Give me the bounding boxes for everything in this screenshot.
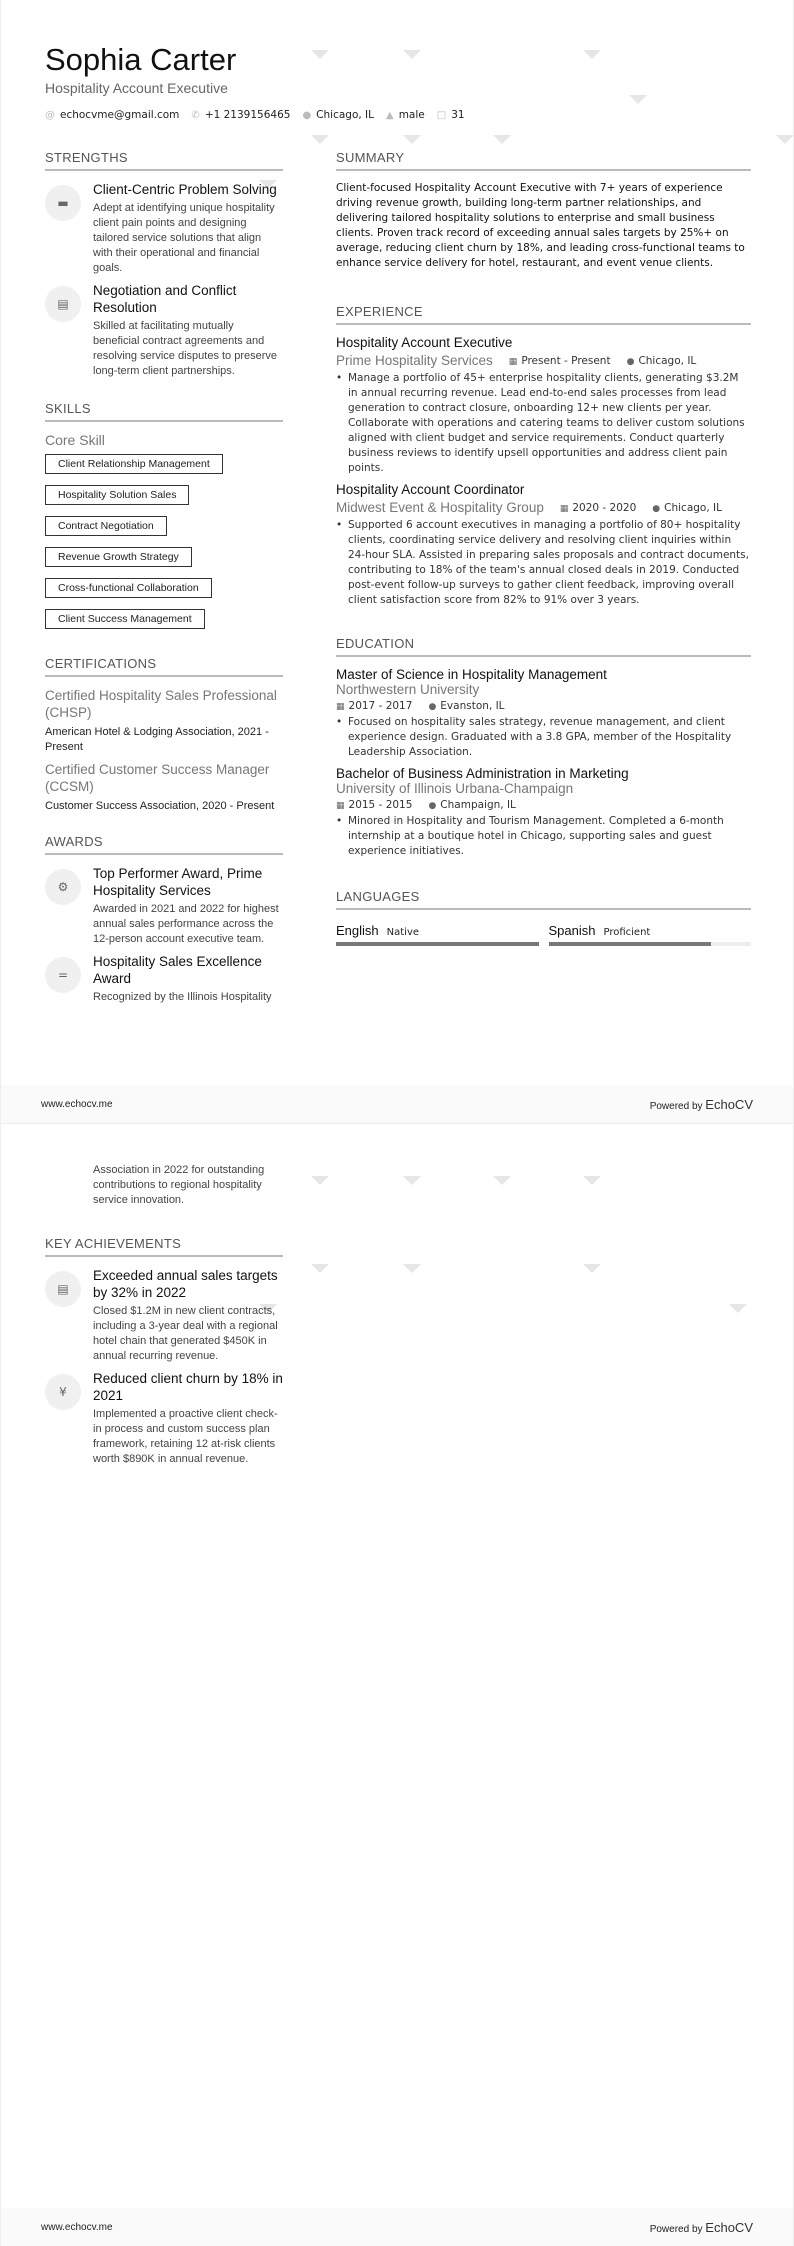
skill-tag: Hospitality Solution Sales	[45, 485, 189, 505]
skill-tag: Cross-functional Collaboration	[45, 578, 212, 598]
location-icon: ●	[428, 702, 437, 712]
certification-info: American Hotel & Lodging Association, 2021 - Present	[45, 726, 269, 753]
skill-tag: Client Relationship Management	[45, 454, 223, 474]
certification-name: Certified Hospitality Sales Professional (CHSP)	[45, 688, 277, 720]
section-heading: CERTIFICATIONS	[45, 656, 283, 677]
calendar-icon: ▦	[336, 801, 345, 811]
section-heading: SUMMARY	[336, 150, 751, 171]
at-icon: @	[45, 110, 55, 121]
strength-item: ▤ Negotiation and Conflict Resolution Skilled at facilitating mutually beneficial contract agreements and resolving service disputes to preserve long-term client partnerships.	[45, 282, 283, 379]
site-link[interactable]: www.echocv.me	[41, 1098, 113, 1110]
languages-section	[336, 889, 751, 946]
achievement-item: ¥ Reduced client churn by 18% in 2021 Implemented a proactive client check-in process and custom success plan framework, retaining 12 at-risk clients worth $890K in annual revenue.	[45, 1370, 283, 1467]
education-section	[336, 636, 751, 859]
location-icon: ●	[652, 503, 661, 514]
certifications-section	[45, 656, 283, 814]
achievement-item: ▤ Exceeded annual sales targets by 32% in 2022 Closed $1.2M in new client contracts, including a 3-year deal with a regional hotel chain that generated $450K in annual recurring revenue.	[45, 1267, 283, 1364]
candidate-name: Sophia Carter	[45, 42, 237, 77]
skill-tag: Client Success Management	[45, 609, 205, 629]
language-level-bar	[549, 942, 752, 946]
summary-section	[336, 150, 751, 271]
right-column	[336, 150, 751, 946]
section-heading: KEY ACHIEVEMENTS	[45, 1236, 283, 1257]
summary-text: Client-focused Hospitality Account Executive with 7+ years of experience driving revenue growth, building long-term partner relationships, and delivering tailored hospitality solutions to enterprise and small business clients. Proven track record of exceeding annual sales targets by 25%+ on average, reducing client churn by 18%, and leading cross-functional teams to enhance service delivery for hotel, restaurant, and event venue clients.	[336, 182, 745, 269]
language-item: Spanish Proficient	[549, 920, 752, 946]
section-heading: SKILLS	[45, 401, 283, 422]
comment-icon: ▬	[45, 185, 81, 221]
contact-gender: ▲ male	[386, 109, 425, 121]
contact-location: ● Chicago, IL	[302, 109, 374, 121]
language-item: English Native	[336, 920, 539, 946]
achievements-section	[45, 1236, 283, 1467]
calendar-icon: ▦	[508, 356, 518, 367]
section-heading: STRENGTHS	[45, 150, 283, 171]
location-icon: ●	[428, 801, 437, 811]
location-icon: ●	[302, 110, 312, 121]
medal-icon: ⚙	[45, 869, 81, 905]
experience-section	[336, 304, 751, 608]
site-link[interactable]: www.echocv.me	[41, 2221, 113, 2233]
candidate-title: Hospitality Account Executive	[45, 80, 228, 96]
brand-logo: EchoCV	[705, 2219, 753, 2235]
experience-item: Hospitality Account Executive Prime Hospitality Services ▦ Present - Present ● Chicago, IL • Manage a portfolio of 45+ enterprise hospitality clients, generating $3.2M in annual recurring revenue. Lead end-to-end sales processes from lead generation to contract closure, onboarding 12+ new clients per year. Collaborate with operations and catering teams to deliver custom solutions aligned with client budget and service requirements. Conduct quarterly business reviews to identify upsell opportunities and address client pain points.	[336, 335, 751, 476]
brand-logo: EchoCV	[705, 1096, 753, 1112]
document-icon: ▤	[45, 286, 81, 322]
powered-by: Powered by EchoCV	[649, 2219, 753, 2235]
section-heading: LANGUAGES	[336, 889, 751, 910]
awards-section	[45, 834, 283, 1005]
skill-group: Core Skill	[45, 432, 105, 448]
section-heading: EXPERIENCE	[336, 304, 751, 325]
contact-age: □ 31	[436, 109, 465, 121]
document-dollar-icon: ▤	[45, 1271, 81, 1307]
award-item: ⚙ Top Performer Award, Prime Hospitality Services Awarded in 2021 and 2022 for highest annual sales performance across the 12-person account executive team.	[45, 865, 283, 947]
education-item: Bachelor of Business Administration in Marketing University of Illinois Urbana-Champaign ▦ 2015 - 2015 ● Champaign, IL • Minored in Hospitality and Tourism Management. Completed a 6-month internship at a boutique hotel in Chicago, supporting sales and guest experience initiatives.	[336, 766, 751, 859]
contact-phone[interactable]: ✆ +1 2139156465	[191, 109, 291, 121]
contact-info	[45, 109, 465, 121]
calendar-icon: ▦	[336, 702, 345, 712]
certification-info: Customer Success Association, 2020 - Present	[45, 800, 275, 812]
equals-icon: =	[45, 957, 81, 993]
calendar-icon: □	[436, 110, 447, 121]
page-footer	[1, 1085, 793, 1123]
left-column	[45, 150, 283, 1011]
award-description-continued: Association in 2022 for outstanding contributions to regional hospitality service innovation.	[93, 1164, 265, 1206]
certification-name: Certified Customer Success Manager (CCSM)	[45, 762, 270, 794]
contact-email[interactable]: @ echocvme@gmail.com	[45, 109, 180, 121]
calendar-icon: ▦	[559, 503, 569, 514]
skill-tag: Revenue Growth Strategy	[45, 547, 192, 567]
skills-section	[45, 401, 283, 638]
section-heading: AWARDS	[45, 834, 283, 855]
section-heading: EDUCATION	[336, 636, 751, 657]
education-item: Master of Science in Hospitality Management Northwestern University ▦ 2017 - 2017 ● Evanston, IL • Focused on hospitality sales strategy, revenue management, and client experience design. Graduated with a 3.8 GPA, member of the Hospitality Leadership Association.	[336, 667, 751, 760]
resume-page-2	[0, 1123, 794, 2246]
yen-circle-icon: ¥	[45, 1374, 81, 1410]
page-footer	[1, 2208, 793, 2246]
strengths-section	[45, 150, 283, 379]
location-icon: ●	[626, 356, 635, 367]
user-icon: ▲	[386, 110, 394, 121]
experience-item: Hospitality Account Coordinator Midwest Event & Hospitality Group ▦ 2020 - 2020 ● Chicago, IL • Supported 6 account executives in managing a portfolio of 80+ hospitality clients, coordinating service delivery and resolving client inquiries within 24-hour SLA. Assisted in preparing sales proposals and contract documents, contributing to 18% of the team's annual closed deals in 2019. Conducted post-event follow-up surveys to gather client feedback, improving overall client satisfaction score from 82% to 91% over 3 years.	[336, 482, 751, 608]
powered-by: Powered by EchoCV	[649, 1096, 753, 1112]
strength-item: ▬ Client-Centric Problem Solving Adept at identifying unique hospitality client pain points and designing tailored service solutions that align with their operational and financial goals.	[45, 181, 283, 276]
language-level-bar	[336, 942, 539, 946]
award-item: = Hospitality Sales Excellence Award Recognized by the Illinois Hospitality	[45, 953, 283, 1005]
left-column	[45, 1160, 283, 1473]
skill-tag: Contract Negotiation	[45, 516, 167, 536]
phone-icon: ✆	[191, 110, 200, 121]
